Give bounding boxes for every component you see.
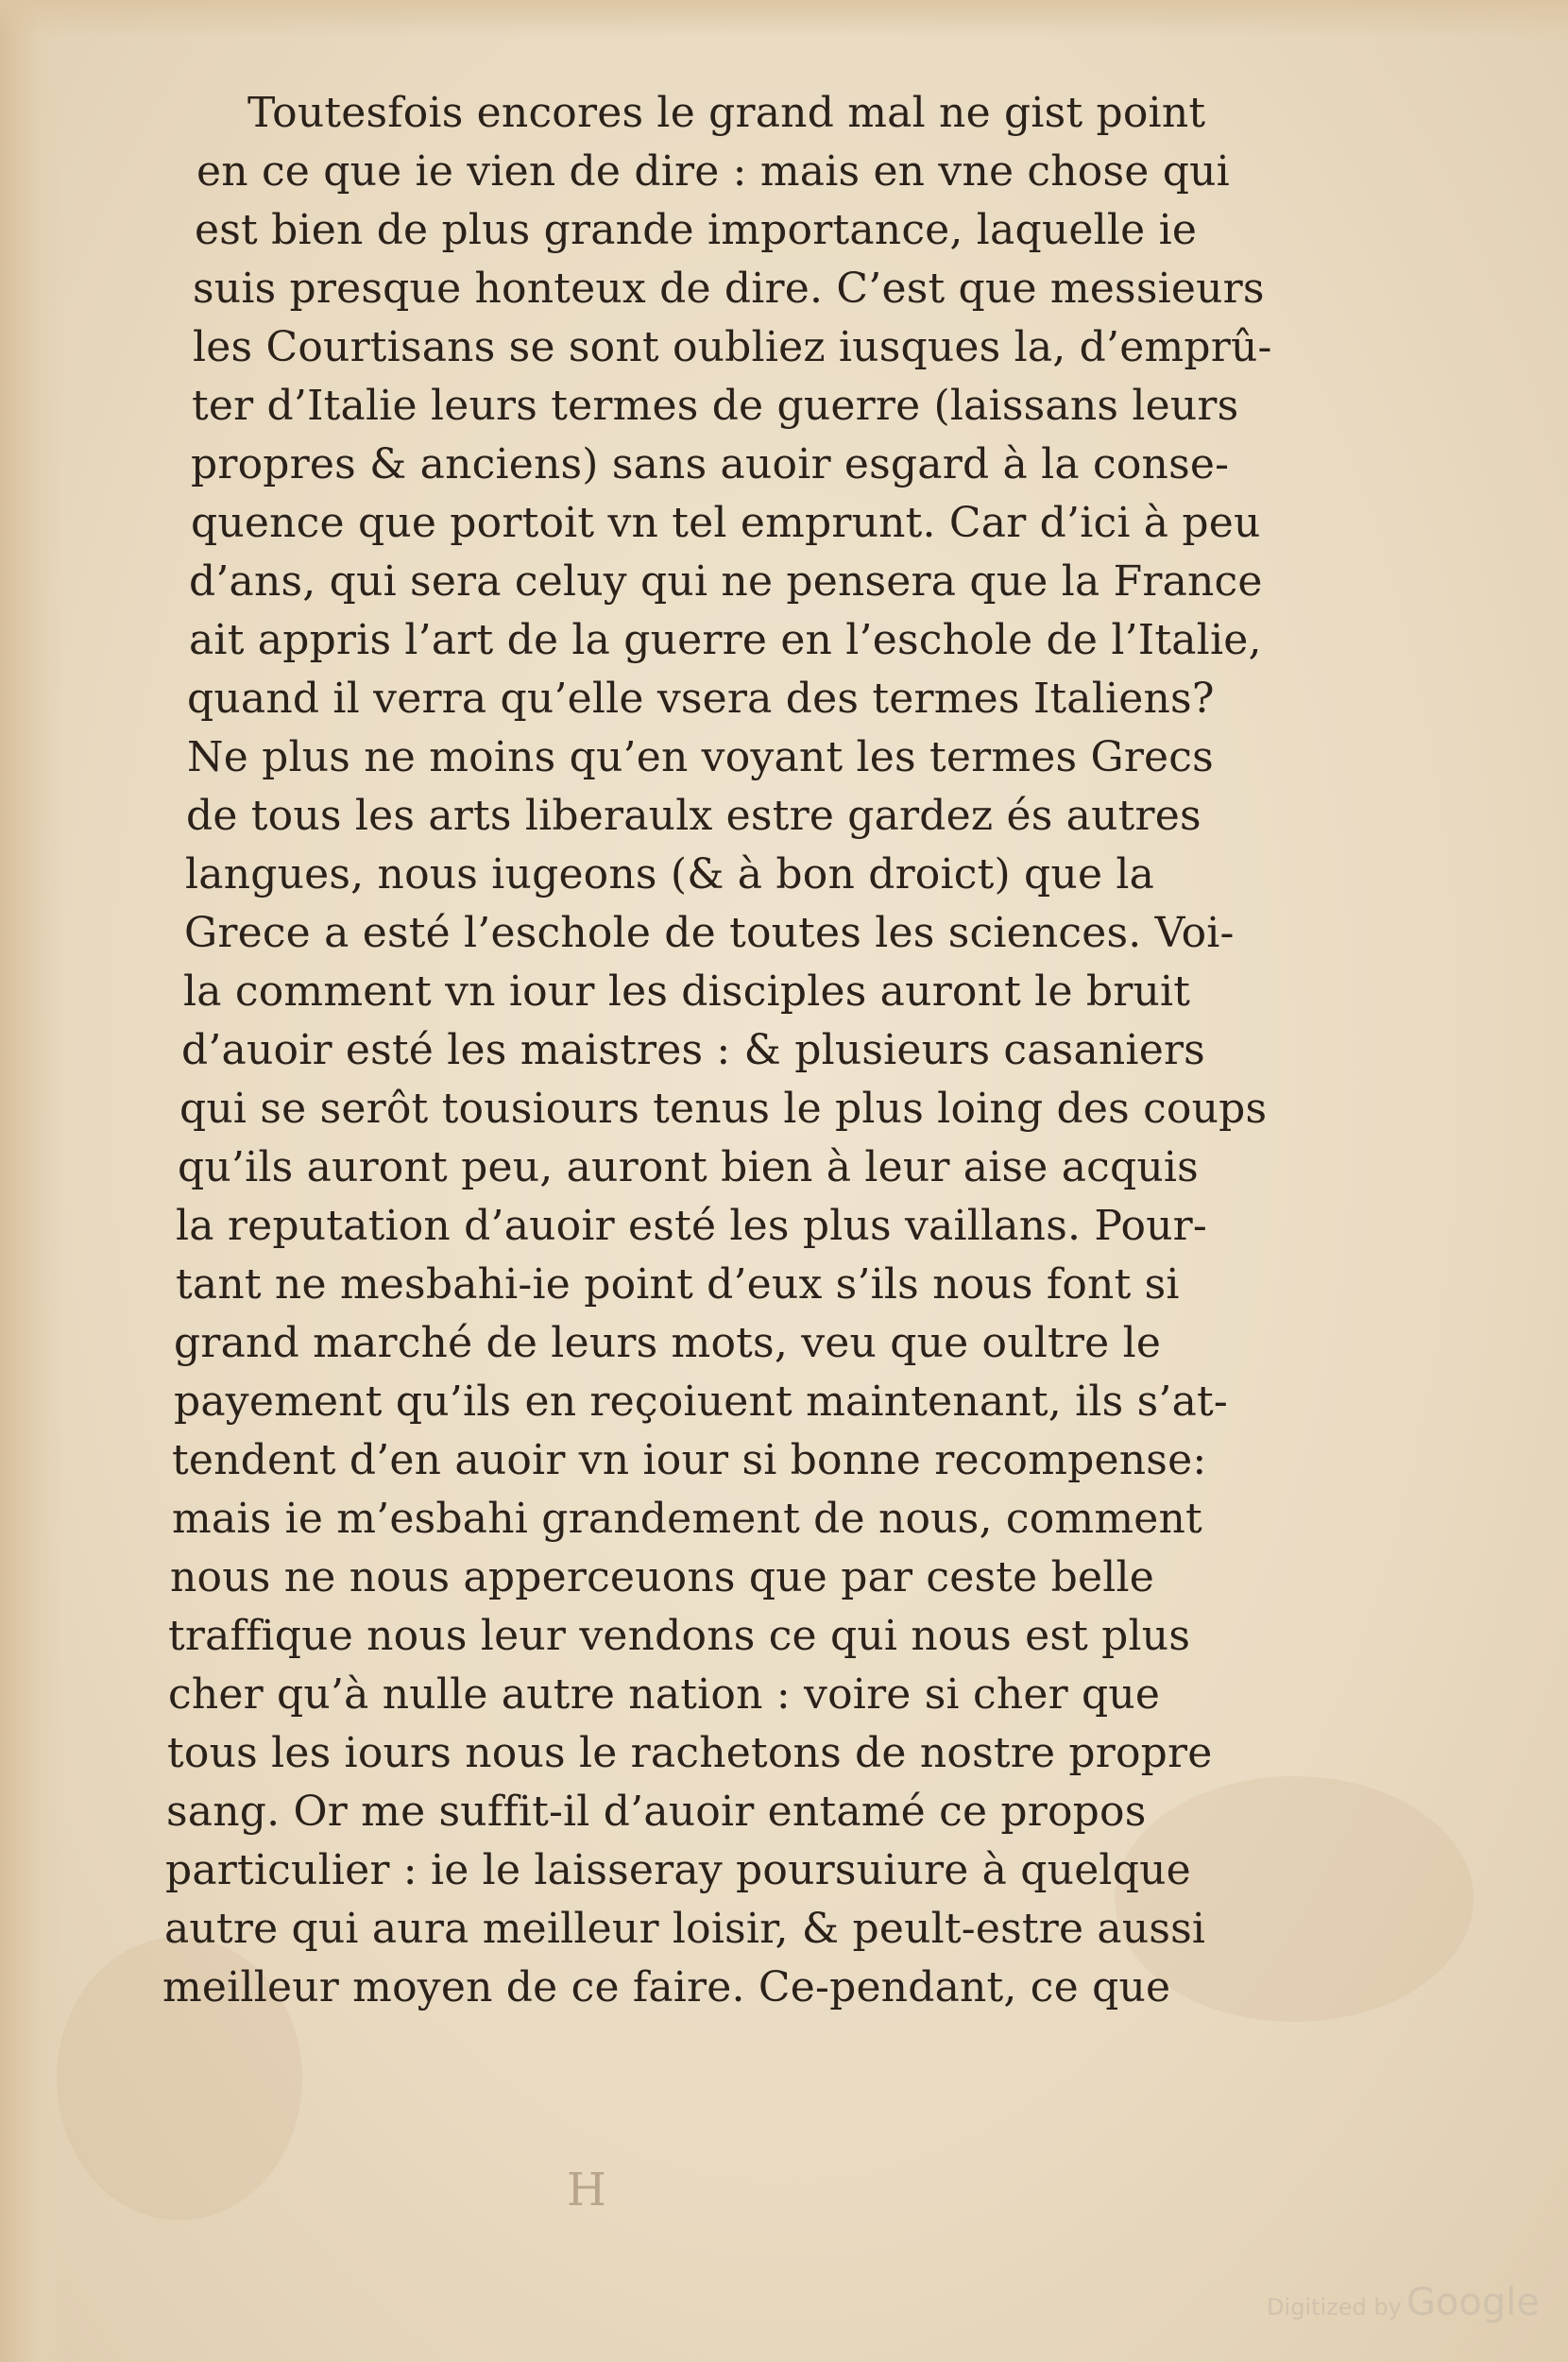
text-line: tous les iours nous le rachetons de nostre propre bbox=[167, 1729, 1213, 1777]
text-line: en ce que ie vien de dire : mais en vne chose qui bbox=[196, 147, 1230, 196]
text-line: meilleur moyen de ce faire. Ce-pendant, ce que bbox=[162, 1963, 1171, 2011]
text-line: ait appris l’art de la guerre en l’eschole de l’Italie, bbox=[189, 616, 1262, 664]
text-line: Grece a esté l’eschole de toutes les sciences. Voi- bbox=[184, 909, 1235, 957]
text-line: cher qu’à nulle autre nation : voire si cher que bbox=[168, 1670, 1161, 1719]
page-top-edge-shadow bbox=[0, 0, 1568, 38]
watermark-prefix: Digitized by bbox=[1267, 2294, 1402, 2320]
text-line: propres & anciens) sans auoir esgard à la conse- bbox=[191, 440, 1230, 488]
text-line: sang. Or me suffit-il d’auoir entamé ce propos bbox=[166, 1788, 1147, 1836]
text-line: les Courtisans se sont oubliez iusques la, d’emprû- bbox=[193, 323, 1272, 371]
text-line: de tous les arts liberaulx estre gardez és autres bbox=[186, 792, 1202, 840]
watermark-brand: Google bbox=[1406, 2281, 1540, 2324]
text-line: Ne plus ne moins qu’en voyant les termes Grecs bbox=[187, 733, 1214, 781]
text-line: quence que portoit vn tel emprunt. Car d’ici à peu bbox=[191, 499, 1261, 547]
text-line: qu’ils auront peu, auront bien à leur aise acquis bbox=[178, 1143, 1199, 1191]
text-line: d’ans, qui sera celuy qui ne pensera que la France bbox=[189, 557, 1263, 606]
text-line: traffique nous leur vendons ce qui nous est plus bbox=[168, 1612, 1191, 1660]
text-line: ter d’Italie leurs termes de guerre (laissans leurs bbox=[192, 382, 1239, 430]
digitized-watermark bbox=[1267, 2281, 1540, 2324]
text-line: qui se serôt tousiours tenus le plus loing des coups bbox=[179, 1085, 1268, 1133]
text-line: grand marché de leurs mots, veu que oultre le bbox=[174, 1319, 1162, 1367]
page-left-edge-shadow bbox=[0, 0, 66, 2362]
text-line: tendent d’en auoir vn iour si bonne recompense: bbox=[172, 1436, 1207, 1484]
text-line: nous ne nous apperceuons que par ceste belle bbox=[170, 1553, 1154, 1601]
text-line: la reputation d’auoir esté les plus vaillans. Pour- bbox=[176, 1202, 1207, 1250]
text-line: tant ne mesbahi-ie point d’eux s’ils nous font si bbox=[176, 1260, 1180, 1309]
text-line: quand il verra qu’elle vsera des termes Italiens? bbox=[187, 675, 1215, 723]
text-line: Toutesfois encores le grand mal ne gist point bbox=[247, 89, 1206, 137]
text-line: mais ie m’esbahi grandement de nous, comment bbox=[172, 1495, 1202, 1543]
signature-mark: H bbox=[567, 2164, 606, 2217]
text-line: particulier : ie le laisseray poursuiure à quelque bbox=[165, 1846, 1191, 1894]
text-line: la comment vn iour les disciples auront le bruit bbox=[183, 967, 1191, 1016]
text-line: d’auoir esté les maistres : & plusieurs casaniers bbox=[181, 1026, 1205, 1074]
text-line: payement qu’ils en reçoiuent maintenant, ils s’at- bbox=[174, 1378, 1228, 1426]
text-line: autre qui aura meilleur loisir, & peult-estre aussi bbox=[164, 1905, 1206, 1953]
text-line: est bien de plus grande importance, laquelle ie bbox=[195, 206, 1198, 254]
text-line: langues, nous iugeons (& à bon droict) que la bbox=[185, 850, 1155, 899]
text-line: suis presque honteux de dire. C’est que messieurs bbox=[193, 265, 1265, 313]
